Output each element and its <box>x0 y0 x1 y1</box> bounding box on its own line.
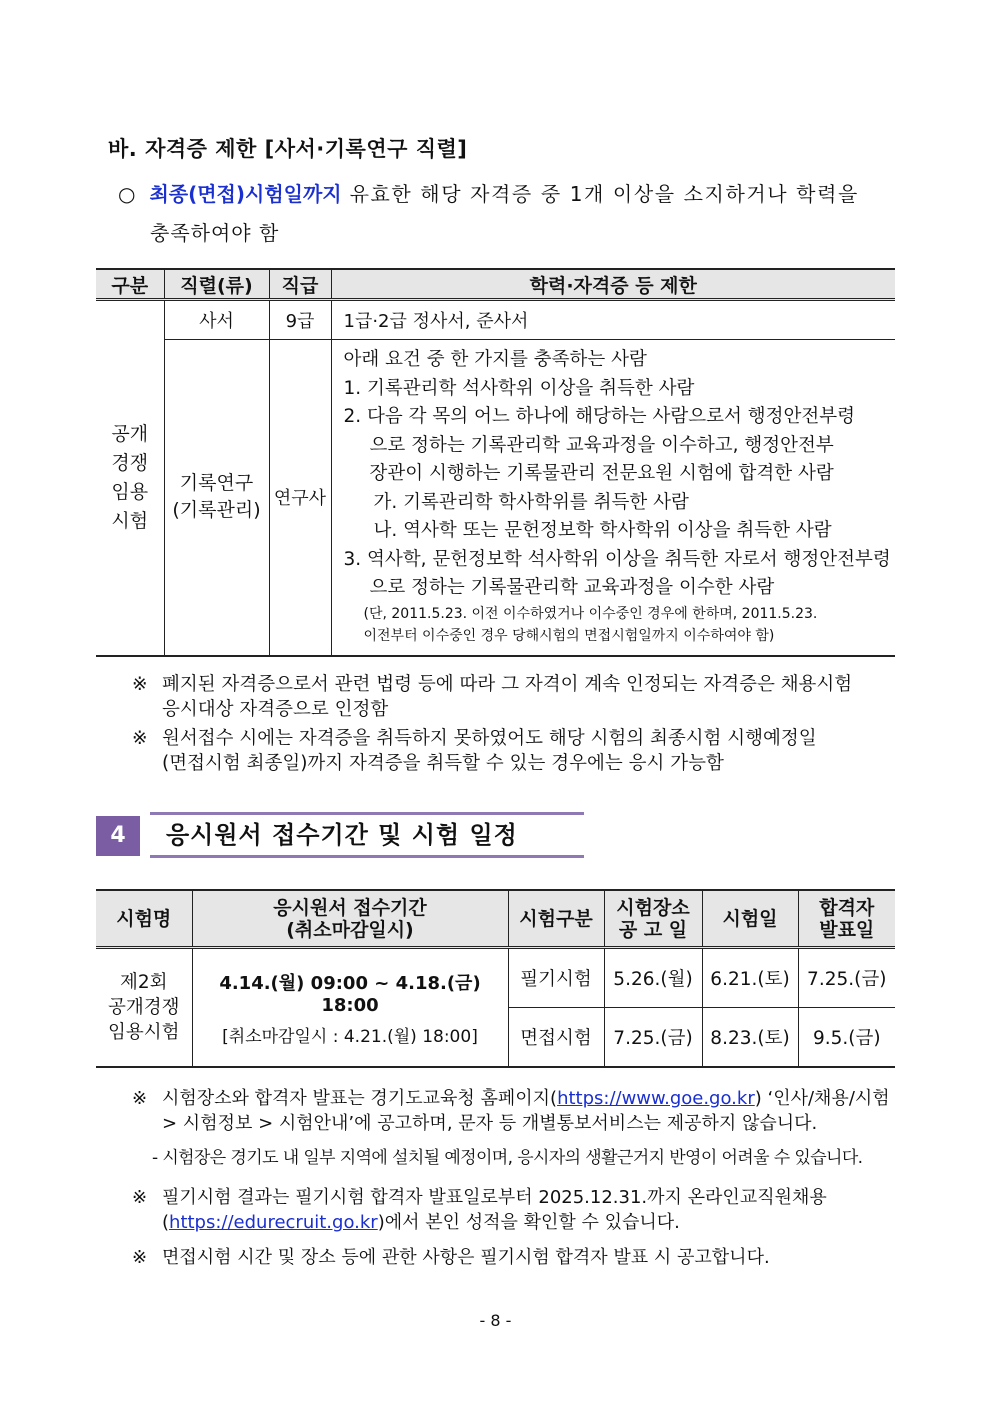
note <box>132 1185 827 1235</box>
reference-mark-icon: ※ <box>132 1187 148 1208</box>
header-category: 구분 <box>96 269 164 300</box>
bullet-text: 유효한 해당 자격증 중 1개 이상을 소지하거나 학력을 <box>341 182 859 206</box>
note-text: 응시대상 자격증으로 인정함 <box>162 699 389 720</box>
series-cell: 기록연구 (기록관리) <box>164 340 269 656</box>
circle-bullet-icon: ○ <box>118 182 136 206</box>
requirement-footnote: (단, 2011.5.23. 이전 이수하였거나 이수중인 경우에 한하며, 2011.5.23. <box>363 605 818 622</box>
note-text: > 시험정보 > 시험안내’에 공고하며, 문자 등 개별통보서비스는 제공하지 않습니다. <box>162 1113 818 1134</box>
page-number: - 8 - <box>479 1311 512 1330</box>
requirement-line: 으로 정하는 기록물관리학 교육과정을 이수한 사람 <box>369 577 775 598</box>
note <box>132 1245 770 1270</box>
note-text: 원서접수 시에는 자격증을 취득하지 못하였어도 해당 시험의 최종시험 시행예정일 <box>162 728 817 749</box>
note-text: ) ‘인사/채용/시험 <box>754 1088 890 1109</box>
exam-date-cell: 8.23.(토) <box>702 1008 798 1068</box>
note-text: 폐지된 자격증으로서 관련 법령 등에 따라 그 자격이 계속 인정되는 자격증은 채용시험 <box>162 674 853 695</box>
requirement-line: 아래 요건 중 한 가지를 충족하는 사람 <box>343 349 647 370</box>
requirement-cell: 1급·2급 정사서, 준사서 <box>331 300 895 340</box>
header-exam-name: 시험명 <box>96 890 192 948</box>
requirement-footnote: 이전부터 이수중인 경우 당해시험의 면접시험일까지 이수하여야 함) <box>363 627 775 644</box>
header-grade: 직급 <box>269 269 331 300</box>
requirement-line: 나. 역사학 또는 문헌정보학 학사학위 이상을 취득한 사람 <box>373 520 832 541</box>
requirement-cell <box>331 340 895 656</box>
grade-cell: 9급 <box>269 300 331 340</box>
reference-mark-icon: ※ <box>132 1088 148 1109</box>
header-type: 시험구분 <box>508 890 604 948</box>
goe-homepage-link[interactable]: https://www.goe.go.kr <box>557 1088 755 1109</box>
header-venue-date: 시험장소 공 고 일 <box>604 890 702 948</box>
note-text: 면접시험 시간 및 장소 등에 관한 사항은 필기시험 합격자 발표 시 공고합니다. <box>162 1247 770 1268</box>
schedule-table <box>96 889 895 1068</box>
header-result-date: 합격자 발표일 <box>798 890 895 948</box>
note-text: 필기시험 결과는 필기시험 합격자 발표일로부터 2025.12.31.까지 온라인교직원채용 <box>162 1187 827 1208</box>
section-heading: 바. 자격증 제한 [사서·기록연구 직렬] <box>108 137 468 161</box>
note-text: 시험장소와 합격자 발표는 경기도교육청 홈페이지( <box>162 1088 558 1109</box>
qualification-bullet <box>118 178 859 207</box>
section-title: 응시원서 접수기간 및 시험 일정 <box>150 812 584 858</box>
highlight-text: 최종(면접)시험일까지 <box>149 182 342 206</box>
header-period: 응시원서 접수기간 (취소마감일시) <box>192 890 508 948</box>
exam-date-cell: 6.21.(토) <box>702 948 798 1008</box>
edurecruit-link[interactable]: https://edurecruit.go.kr <box>169 1212 378 1233</box>
requirement-line: 가. 기록관리학 학사학위를 취득한 사람 <box>373 491 689 513</box>
qualification-table <box>96 268 895 657</box>
reference-mark-icon: ※ <box>132 728 148 749</box>
period-main: 4.14.(월) 09:00 ~ 4.18.(금) 18:00 <box>219 972 481 1016</box>
venue-date-cell: 7.25.(금) <box>604 1008 702 1068</box>
note-subitem: - 시험장은 경기도 내 일부 지역에 설치될 예정이며, 응시자의 생활근거지 반영이 어려울 수 있습니다. <box>152 1148 863 1168</box>
header-exam-date: 시험일 <box>702 890 798 948</box>
note-text: )에서 본인 성적을 확인할 수 있습니다. <box>377 1212 680 1233</box>
section-number-badge: 4 <box>96 816 140 856</box>
reference-mark-icon: ※ <box>132 674 148 695</box>
header-series: 직렬(류) <box>164 269 269 300</box>
venue-date-cell: 5.26.(월) <box>604 948 702 1008</box>
exam-type-cell: 면접시험 <box>508 1008 604 1068</box>
note <box>132 726 817 776</box>
requirement-line: 으로 정하는 기록관리학 교육과정을 이수하고, 행정안전부 <box>369 434 834 456</box>
bullet-continuation: 충족하여야 함 <box>150 221 280 245</box>
category-cell: 공개 경쟁 임용 시험 <box>96 300 164 656</box>
result-date-cell: 7.25.(금) <box>798 948 895 1008</box>
note <box>132 1086 890 1136</box>
requirement-line: 2. 다음 각 목의 어느 하나에 해당하는 사람으로서 행정안전부령 <box>343 406 855 427</box>
exam-name-cell: 제2회 공개경쟁 임용시험 <box>96 948 192 1068</box>
exam-type-cell: 필기시험 <box>508 948 604 1008</box>
grade-cell: 연구사 <box>269 340 331 656</box>
requirement-line: 3. 역사학, 문헌정보학 석사학위 이상을 취득한 자로서 행정안전부령 <box>343 548 891 570</box>
result-date-cell: 9.5.(금) <box>798 1008 895 1068</box>
period-cell <box>192 948 508 1068</box>
requirement-line: 장관이 시행하는 기록물관리 전문요원 시험에 합격한 사람 <box>369 463 834 484</box>
note <box>132 672 852 722</box>
period-cancel-deadline: [취소마감일시 : 4.21.(월) 18:00] <box>222 1026 478 1047</box>
note-text: (면접시험 최종일)까지 자격증을 취득할 수 있는 경우에는 응시 가능함 <box>162 753 724 774</box>
series-cell: 사서 <box>164 300 269 340</box>
note-text: ( <box>162 1212 170 1233</box>
reference-mark-icon: ※ <box>132 1247 148 1268</box>
requirement-line: 1. 기록관리학 석사학위 이상을 취득한 사람 <box>343 377 695 399</box>
header-requirement: 학력·자격증 등 제한 <box>331 269 895 300</box>
